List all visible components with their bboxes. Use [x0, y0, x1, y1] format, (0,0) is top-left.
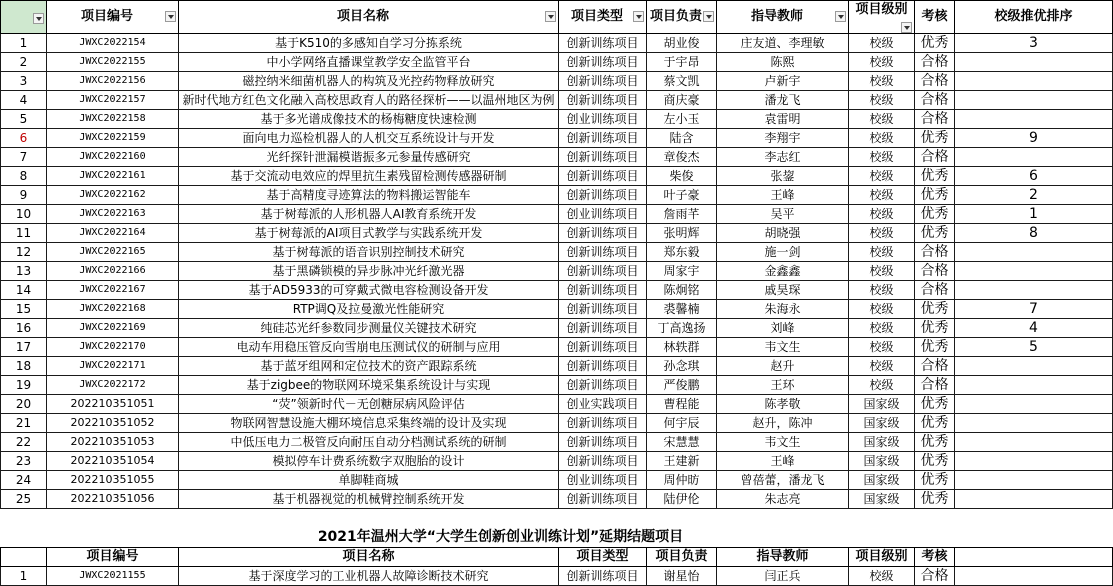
project-type-cell[interactable]: 创新训练项目: [559, 243, 647, 262]
row-number-cell[interactable]: 22: [1, 433, 47, 452]
grade-cell[interactable]: 合格: [915, 376, 955, 395]
table-row[interactable]: [1, 471, 1113, 490]
rank-cell[interactable]: 9: [955, 129, 1113, 148]
project-name-cell[interactable]: 基于黑磷锁模的异步脉冲光纤激光器: [179, 262, 559, 281]
leader-cell[interactable]: 胡业俊: [647, 34, 717, 53]
project-code-cell[interactable]: JWXC2022155: [47, 53, 179, 72]
project-name-cell[interactable]: 基于机器视觉的机械臂控制系统开发: [179, 490, 559, 509]
project-type-cell[interactable]: 创业训练项目: [559, 471, 647, 490]
grade-cell[interactable]: 优秀: [915, 433, 955, 452]
leader-cell[interactable]: 郑东毅: [647, 243, 717, 262]
project-type-cell[interactable]: 创新训练项目: [559, 338, 647, 357]
level-cell[interactable]: 校级: [849, 224, 915, 243]
leader-cell[interactable]: 周仲昉: [647, 471, 717, 490]
table-row[interactable]: [1, 148, 1113, 167]
teacher-cell[interactable]: 韦文生: [717, 433, 849, 452]
teacher-cell[interactable]: 卢新宇: [717, 72, 849, 91]
grade-cell[interactable]: 合格: [915, 110, 955, 129]
grade-cell[interactable]: 优秀: [915, 319, 955, 338]
leader-cell[interactable]: 于宇昂: [647, 53, 717, 72]
teacher-cell[interactable]: 王峰: [717, 186, 849, 205]
leader-cell[interactable]: 柴俊: [647, 167, 717, 186]
rank-cell[interactable]: [955, 452, 1113, 471]
leader-cell[interactable]: 谢星怡: [647, 567, 717, 586]
row-number-cell[interactable]: 16: [1, 319, 47, 338]
leader-cell[interactable]: 宋慧慧: [647, 433, 717, 452]
rank-cell[interactable]: [955, 72, 1113, 91]
level-cell[interactable]: 校级: [849, 34, 915, 53]
project-code-cell[interactable]: 202210351055: [47, 471, 179, 490]
leader-cell[interactable]: 孙念琪: [647, 357, 717, 376]
project-name-cell[interactable]: 电动车用稳压管反向雪崩电压测试仪的研制与应用: [179, 338, 559, 357]
rank-cell[interactable]: [955, 148, 1113, 167]
project-code-cell[interactable]: 202210351054: [47, 452, 179, 471]
project-name-cell[interactable]: 基于交流动电效应的焊里抗生素残留检测传感器研制: [179, 167, 559, 186]
table-row[interactable]: [1, 567, 1113, 586]
level-cell[interactable]: 校级: [849, 376, 915, 395]
section2-rows: [1, 567, 1113, 586]
table-row[interactable]: [1, 376, 1113, 395]
project-type-cell[interactable]: 创新训练项目: [559, 129, 647, 148]
section2-header-grade[interactable]: 考核: [915, 548, 955, 567]
project-code-cell[interactable]: JWXC2022165: [47, 243, 179, 262]
project-code-cell[interactable]: JWXC2022164: [47, 224, 179, 243]
grade-cell[interactable]: 优秀: [915, 224, 955, 243]
type-cell[interactable]: 创新训练项目: [559, 567, 647, 586]
level-cell[interactable]: 国家级: [849, 471, 915, 490]
project-name-cell[interactable]: 基于AD5933的可穿戴式微电容检测设备开发: [179, 281, 559, 300]
leader-cell[interactable]: 王建新: [647, 452, 717, 471]
project-type-cell[interactable]: 创新训练项目: [559, 357, 647, 376]
rank-cell[interactable]: [955, 243, 1113, 262]
project-type-cell[interactable]: 创新训练项目: [559, 224, 647, 243]
grade-cell[interactable]: 优秀: [915, 129, 955, 148]
row-number-cell[interactable]: 15: [1, 300, 47, 319]
grade-cell[interactable]: 优秀: [915, 186, 955, 205]
rank-cell[interactable]: 7: [955, 300, 1113, 319]
row-number-cell[interactable]: 24: [1, 471, 47, 490]
table-row[interactable]: [1, 433, 1113, 452]
table-row[interactable]: [1, 357, 1113, 376]
teacher-cell[interactable]: 庄友道、李理敏: [717, 34, 849, 53]
teacher-cell[interactable]: 赵升，陈冲: [717, 414, 849, 433]
project-name-cell[interactable]: 基于K510的多感知自学习分拣系统: [179, 34, 559, 53]
row-number-cell[interactable]: 8: [1, 167, 47, 186]
spacer-row: [1, 509, 1113, 528]
project-type-cell[interactable]: 创新训练项目: [559, 281, 647, 300]
leader-cell[interactable]: 严俊鹏: [647, 376, 717, 395]
rank-cell[interactable]: [955, 262, 1113, 281]
project-code-cell[interactable]: JWXC2022170: [47, 338, 179, 357]
section2-title[interactable]: 2021年温州大学“大学生创新创业训练计划”延期结题项目: [317, 529, 684, 546]
project-name-cell[interactable]: 基于高精度寻迹算法的物料搬运智能车: [179, 186, 559, 205]
leader-cell[interactable]: 张明辉: [647, 224, 717, 243]
teacher-cell[interactable]: 潘龙飞: [717, 91, 849, 110]
leader-cell[interactable]: 丁高逸扬: [647, 319, 717, 338]
rank-cell[interactable]: [955, 490, 1113, 509]
teacher-cell[interactable]: 袁雷明: [717, 110, 849, 129]
level-cell[interactable]: 校级: [849, 53, 915, 72]
project-type-cell[interactable]: 创新训练项目: [559, 376, 647, 395]
row-number-cell[interactable]: 1: [1, 34, 47, 53]
grade-cell[interactable]: 合格: [915, 281, 955, 300]
grade-cell[interactable]: 合格: [915, 262, 955, 281]
teacher-cell[interactable]: 金鑫鑫: [717, 262, 849, 281]
project-type-cell[interactable]: 创新训练项目: [559, 72, 647, 91]
grade-cell[interactable]: 优秀: [915, 34, 955, 53]
project-code-cell[interactable]: JWXC2022172: [47, 376, 179, 395]
project-type-cell[interactable]: 创业训练项目: [559, 205, 647, 224]
level-cell[interactable]: 国家级: [849, 490, 915, 509]
n-cell[interactable]: 1: [1, 567, 47, 586]
teacher-cell[interactable]: 陈熙: [717, 53, 849, 72]
rank-cell[interactable]: [955, 110, 1113, 129]
grade-cell[interactable]: 优秀: [915, 452, 955, 471]
project-name-cell[interactable]: 光纤探针泄漏模谐振多元参量传感研究: [179, 148, 559, 167]
project-code-cell[interactable]: JWXC2022163: [47, 205, 179, 224]
project-name-cell[interactable]: 新时代地方红色文化融入高校思政育人的路径探析——以温州地区为例: [179, 91, 559, 110]
level-cell[interactable]: 校级: [849, 205, 915, 224]
header-type[interactable]: 项目类型: [559, 1, 647, 34]
grade-cell[interactable]: 优秀: [915, 490, 955, 509]
project-type-cell[interactable]: 创业实践项目: [559, 395, 647, 414]
section2-header-teacher[interactable]: 指导教师: [717, 548, 849, 567]
project-type-cell[interactable]: 创新训练项目: [559, 414, 647, 433]
leader-cell[interactable]: 商庆豪: [647, 91, 717, 110]
rank-cell[interactable]: 1: [955, 205, 1113, 224]
project-type-cell[interactable]: 创新训练项目: [559, 319, 647, 338]
section2-header-type[interactable]: 项目类型: [559, 548, 647, 567]
rank-cell[interactable]: 3: [955, 34, 1113, 53]
leader-cell[interactable]: 曹程能: [647, 395, 717, 414]
table-row[interactable]: [1, 129, 1113, 148]
table-row[interactable]: [1, 414, 1113, 433]
level-cell[interactable]: 国家级: [849, 414, 915, 433]
leader-cell[interactable]: 詹雨芊: [647, 205, 717, 224]
project-code-cell[interactable]: JWXC2022157: [47, 91, 179, 110]
project-code-cell[interactable]: JWXC2022168: [47, 300, 179, 319]
leader-cell[interactable]: 叶子豪: [647, 186, 717, 205]
row-number-cell[interactable]: 17: [1, 338, 47, 357]
leader-cell[interactable]: 何宇辰: [647, 414, 717, 433]
rank-cell[interactable]: [955, 471, 1113, 490]
table-row[interactable]: [1, 281, 1113, 300]
table-row[interactable]: [1, 110, 1113, 129]
leader-cell[interactable]: 陈炯铭: [647, 281, 717, 300]
section2-header-row: [1, 548, 1113, 567]
section2-title-row: [1, 528, 1113, 548]
header-level[interactable]: 项目级别: [849, 1, 915, 34]
table-row[interactable]: [1, 338, 1113, 357]
main-table-body: [1, 34, 1113, 509]
level-cell[interactable]: 校级: [849, 281, 915, 300]
table-row[interactable]: [1, 72, 1113, 91]
table-row[interactable]: [1, 243, 1113, 262]
level-cell[interactable]: 国家级: [849, 452, 915, 471]
corner-cell[interactable]: [1, 1, 47, 34]
teacher-cell[interactable]: 陈孝敬: [717, 395, 849, 414]
rank-cell[interactable]: [955, 281, 1113, 300]
rank-cell[interactable]: [955, 91, 1113, 110]
filter-dropdown-icon[interactable]: [703, 11, 714, 22]
leader-cell[interactable]: 左小玉: [647, 110, 717, 129]
table-row[interactable]: [1, 167, 1113, 186]
rank-cell[interactable]: [955, 433, 1113, 452]
project-name-cell[interactable]: “荧”领新时代－无创糖尿病风险评估: [179, 395, 559, 414]
grade-cell[interactable]: 合格: [915, 357, 955, 376]
teacher-cell[interactable]: 胡晓强: [717, 224, 849, 243]
leader-cell[interactable]: 林轶群: [647, 338, 717, 357]
row-number-cell[interactable]: 19: [1, 376, 47, 395]
project-code-cell[interactable]: JWXC2022171: [47, 357, 179, 376]
table-row[interactable]: [1, 34, 1113, 53]
project-code-cell[interactable]: JWXC2022159: [47, 129, 179, 148]
project-type-cell[interactable]: 创业训练项目: [559, 110, 647, 129]
project-code-cell[interactable]: 202210351051: [47, 395, 179, 414]
row-number-cell[interactable]: 18: [1, 357, 47, 376]
teacher-cell[interactable]: 戚昊琛: [717, 281, 849, 300]
level-cell[interactable]: 校级: [849, 338, 915, 357]
section2-header-leader[interactable]: 项目负责: [647, 548, 717, 567]
table-row[interactable]: [1, 91, 1113, 110]
filter-dropdown-icon[interactable]: [901, 22, 912, 33]
project-name-cell[interactable]: 基于树莓派的人形机器人AI教育系统开发: [179, 205, 559, 224]
header-leader[interactable]: 项目负责: [647, 1, 717, 34]
header-code[interactable]: 项目编号: [47, 1, 179, 34]
table-row[interactable]: [1, 205, 1113, 224]
grade-cell[interactable]: 优秀: [915, 205, 955, 224]
teacher-cell[interactable]: 施一剑: [717, 243, 849, 262]
filter-dropdown-icon[interactable]: [835, 11, 846, 22]
project-type-cell[interactable]: 创新训练项目: [559, 262, 647, 281]
table-row[interactable]: [1, 319, 1113, 338]
grade-cell[interactable]: 合格: [915, 148, 955, 167]
section2-header-code[interactable]: 项目编号: [47, 548, 179, 567]
level-cell[interactable]: 校级: [849, 91, 915, 110]
level-cell[interactable]: 校级: [849, 148, 915, 167]
rank-cell[interactable]: [955, 53, 1113, 72]
project-code-cell[interactable]: JWXC2022154: [47, 34, 179, 53]
row-number-cell[interactable]: 10: [1, 205, 47, 224]
header-teacher[interactable]: 指导教师: [717, 1, 849, 34]
project-type-cell[interactable]: 创新训练项目: [559, 490, 647, 509]
rank-cell[interactable]: 2: [955, 186, 1113, 205]
rank-cell[interactable]: 8: [955, 224, 1113, 243]
row-number-cell[interactable]: 5: [1, 110, 47, 129]
project-name-cell[interactable]: 基于蓝牙组网和定位技术的资产跟踪系统: [179, 357, 559, 376]
grade-cell[interactable]: 优秀: [915, 471, 955, 490]
teacher-cell[interactable]: 赵升: [717, 357, 849, 376]
teacher-cell[interactable]: 张鋆: [717, 167, 849, 186]
grade-cell[interactable]: 优秀: [915, 338, 955, 357]
project-type-cell[interactable]: 创新训练项目: [559, 148, 647, 167]
project-code-cell[interactable]: JWXC2022169: [47, 319, 179, 338]
teacher-cell[interactable]: 吴平: [717, 205, 849, 224]
teacher-cell[interactable]: 刘峰: [717, 319, 849, 338]
teacher-cell[interactable]: 曾蓓蕾，潘龙飞: [717, 471, 849, 490]
rank-cell[interactable]: [955, 395, 1113, 414]
project-type-cell[interactable]: 创新训练项目: [559, 433, 647, 452]
section2-body: [1, 509, 1113, 567]
level-cell[interactable]: 国家级: [849, 395, 915, 414]
row-number-cell[interactable]: 20: [1, 395, 47, 414]
project-code-cell[interactable]: JWXC2022158: [47, 110, 179, 129]
filter-dropdown-icon[interactable]: [165, 11, 176, 22]
row-number-cell[interactable]: 13: [1, 262, 47, 281]
project-type-cell[interactable]: 创新训练项目: [559, 91, 647, 110]
grade-cell[interactable]: 优秀: [915, 414, 955, 433]
section2-header-name[interactable]: 项目名称: [179, 548, 559, 567]
leader-cell[interactable]: 裘馨楠: [647, 300, 717, 319]
project-name-cell[interactable]: 纯硅芯光纤参数同步测量仪关键技术研究: [179, 319, 559, 338]
grade-cell[interactable]: 优秀: [915, 395, 955, 414]
grade-cell[interactable]: 优秀: [915, 300, 955, 319]
project-type-cell[interactable]: 创新训练项目: [559, 167, 647, 186]
level-cell[interactable]: 校级: [849, 167, 915, 186]
project-code-cell[interactable]: JWXC2022156: [47, 72, 179, 91]
project-name-cell[interactable]: 单脚鞋商城: [179, 471, 559, 490]
table-row[interactable]: [1, 186, 1113, 205]
name-cell[interactable]: 基于深度学习的工业机器人故障诊断技术研究: [179, 567, 559, 586]
row-number-cell[interactable]: 12: [1, 243, 47, 262]
project-type-cell[interactable]: 创新训练项目: [559, 34, 647, 53]
project-code-cell[interactable]: 202210351052: [47, 414, 179, 433]
project-type-cell[interactable]: 创新训练项目: [559, 53, 647, 72]
leader-cell[interactable]: 陆伊伦: [647, 490, 717, 509]
rank-cell[interactable]: 4: [955, 319, 1113, 338]
table-row[interactable]: [1, 224, 1113, 243]
level-cell[interactable]: 校级: [849, 300, 915, 319]
project-name-cell[interactable]: 基于多光谱成像技术的杨梅糖度快速检测: [179, 110, 559, 129]
row-number-cell[interactable]: 21: [1, 414, 47, 433]
level-cell[interactable]: 校级: [849, 319, 915, 338]
row-number-cell[interactable]: 6: [1, 129, 47, 148]
project-code-cell[interactable]: JWXC2022167: [47, 281, 179, 300]
teacher-cell[interactable]: 李翔宇: [717, 129, 849, 148]
row-number-cell[interactable]: 14: [1, 281, 47, 300]
row-number-cell[interactable]: 3: [1, 72, 47, 91]
table-row[interactable]: [1, 395, 1113, 414]
filter-dropdown-icon[interactable]: [33, 13, 44, 24]
table-row[interactable]: [1, 490, 1113, 509]
table-row[interactable]: [1, 300, 1113, 319]
grade-cell[interactable]: 合格: [915, 72, 955, 91]
teacher-cell[interactable]: 闫正兵: [717, 567, 849, 586]
teacher-cell[interactable]: 韦文生: [717, 338, 849, 357]
project-name-cell[interactable]: RTP调Q及拉曼激光性能研究: [179, 300, 559, 319]
row-number-cell[interactable]: 4: [1, 91, 47, 110]
level-cell[interactable]: 国家级: [849, 433, 915, 452]
level-cell[interactable]: 校级: [849, 186, 915, 205]
project-name-cell[interactable]: 基于树莓派的语音识别控制技术研究: [179, 243, 559, 262]
code-cell[interactable]: JWXC2021155: [47, 567, 179, 586]
grade-cell[interactable]: 合格: [915, 91, 955, 110]
project-name-cell[interactable]: 基于树莓派的AI项目式教学与实践系统开发: [179, 224, 559, 243]
rank-cell[interactable]: 6: [955, 167, 1113, 186]
row-number-cell[interactable]: 7: [1, 148, 47, 167]
filter-dropdown-icon[interactable]: [633, 11, 644, 22]
header-row: [1, 1, 1113, 34]
teacher-cell[interactable]: 朱海永: [717, 300, 849, 319]
level-cell[interactable]: 校级: [849, 72, 915, 91]
header-grade[interactable]: 考核: [915, 1, 955, 34]
project-code-cell[interactable]: 202210351056: [47, 490, 179, 509]
table-row[interactable]: [1, 53, 1113, 72]
row-number-cell[interactable]: 2: [1, 53, 47, 72]
leader-cell[interactable]: 蔡文凯: [647, 72, 717, 91]
section2-header-level[interactable]: 项目级别: [849, 548, 915, 567]
rank-cell[interactable]: [955, 414, 1113, 433]
row-number-cell[interactable]: 23: [1, 452, 47, 471]
level-cell[interactable]: 校级: [849, 262, 915, 281]
grade-cell[interactable]: 合格: [915, 243, 955, 262]
project-code-cell[interactable]: JWXC2022161: [47, 167, 179, 186]
project-code-cell[interactable]: 202210351053: [47, 433, 179, 452]
teacher-cell[interactable]: 王峰: [717, 452, 849, 471]
grade-cell[interactable]: 合格: [915, 567, 955, 586]
project-type-cell[interactable]: 创新训练项目: [559, 300, 647, 319]
project-type-cell[interactable]: 创新训练项目: [559, 186, 647, 205]
table-row[interactable]: [1, 452, 1113, 471]
project-type-cell[interactable]: 创新训练项目: [559, 452, 647, 471]
row-number-cell[interactable]: 11: [1, 224, 47, 243]
rank-cell[interactable]: [955, 376, 1113, 395]
rank-cell[interactable]: 5: [955, 338, 1113, 357]
project-name-cell[interactable]: 物联网智慧设施大棚环境信息采集终端的设计及实现: [179, 414, 559, 433]
header-rank[interactable]: 校级推优排序: [955, 1, 1113, 34]
filter-dropdown-icon[interactable]: [545, 11, 556, 22]
level-cell[interactable]: 校级: [849, 357, 915, 376]
project-code-cell[interactable]: JWXC2022160: [47, 148, 179, 167]
teacher-cell[interactable]: 李志红: [717, 148, 849, 167]
grade-cell[interactable]: 合格: [915, 53, 955, 72]
level-cell[interactable]: 校级: [849, 243, 915, 262]
project-name-cell[interactable]: 磁控纳米细菌机器人的构筑及光控药物释放研究: [179, 72, 559, 91]
project-name-cell[interactable]: 面向电力巡检机器人的人机交互系统设计与开发: [179, 129, 559, 148]
project-name-cell[interactable]: 中小学网络直播课堂教学安全监管平台: [179, 53, 559, 72]
level-cell[interactable]: 校级: [849, 110, 915, 129]
header-name[interactable]: 项目名称: [179, 1, 559, 34]
leader-cell[interactable]: 章俊杰: [647, 148, 717, 167]
project-name-cell[interactable]: 基于zigbee的物联网环境采集系统设计与实现: [179, 376, 559, 395]
table-row[interactable]: [1, 262, 1113, 281]
row-number-cell[interactable]: 9: [1, 186, 47, 205]
teacher-cell[interactable]: 朱志亮: [717, 490, 849, 509]
leader-cell[interactable]: 周家宇: [647, 262, 717, 281]
project-name-cell[interactable]: 中低压电力二极管反向耐压自动分档测试系统的研制: [179, 433, 559, 452]
rank-cell[interactable]: [955, 357, 1113, 376]
teacher-cell[interactable]: 王环: [717, 376, 849, 395]
leader-cell[interactable]: 陆含: [647, 129, 717, 148]
project-name-cell[interactable]: 模拟停车计费系统数字双胞胎的设计: [179, 452, 559, 471]
level-cell[interactable]: 校级: [849, 567, 915, 586]
level-cell[interactable]: 校级: [849, 129, 915, 148]
row-number-cell[interactable]: 25: [1, 490, 47, 509]
project-code-cell[interactable]: JWXC2022166: [47, 262, 179, 281]
project-code-cell[interactable]: JWXC2022162: [47, 186, 179, 205]
grade-cell[interactable]: 优秀: [915, 167, 955, 186]
